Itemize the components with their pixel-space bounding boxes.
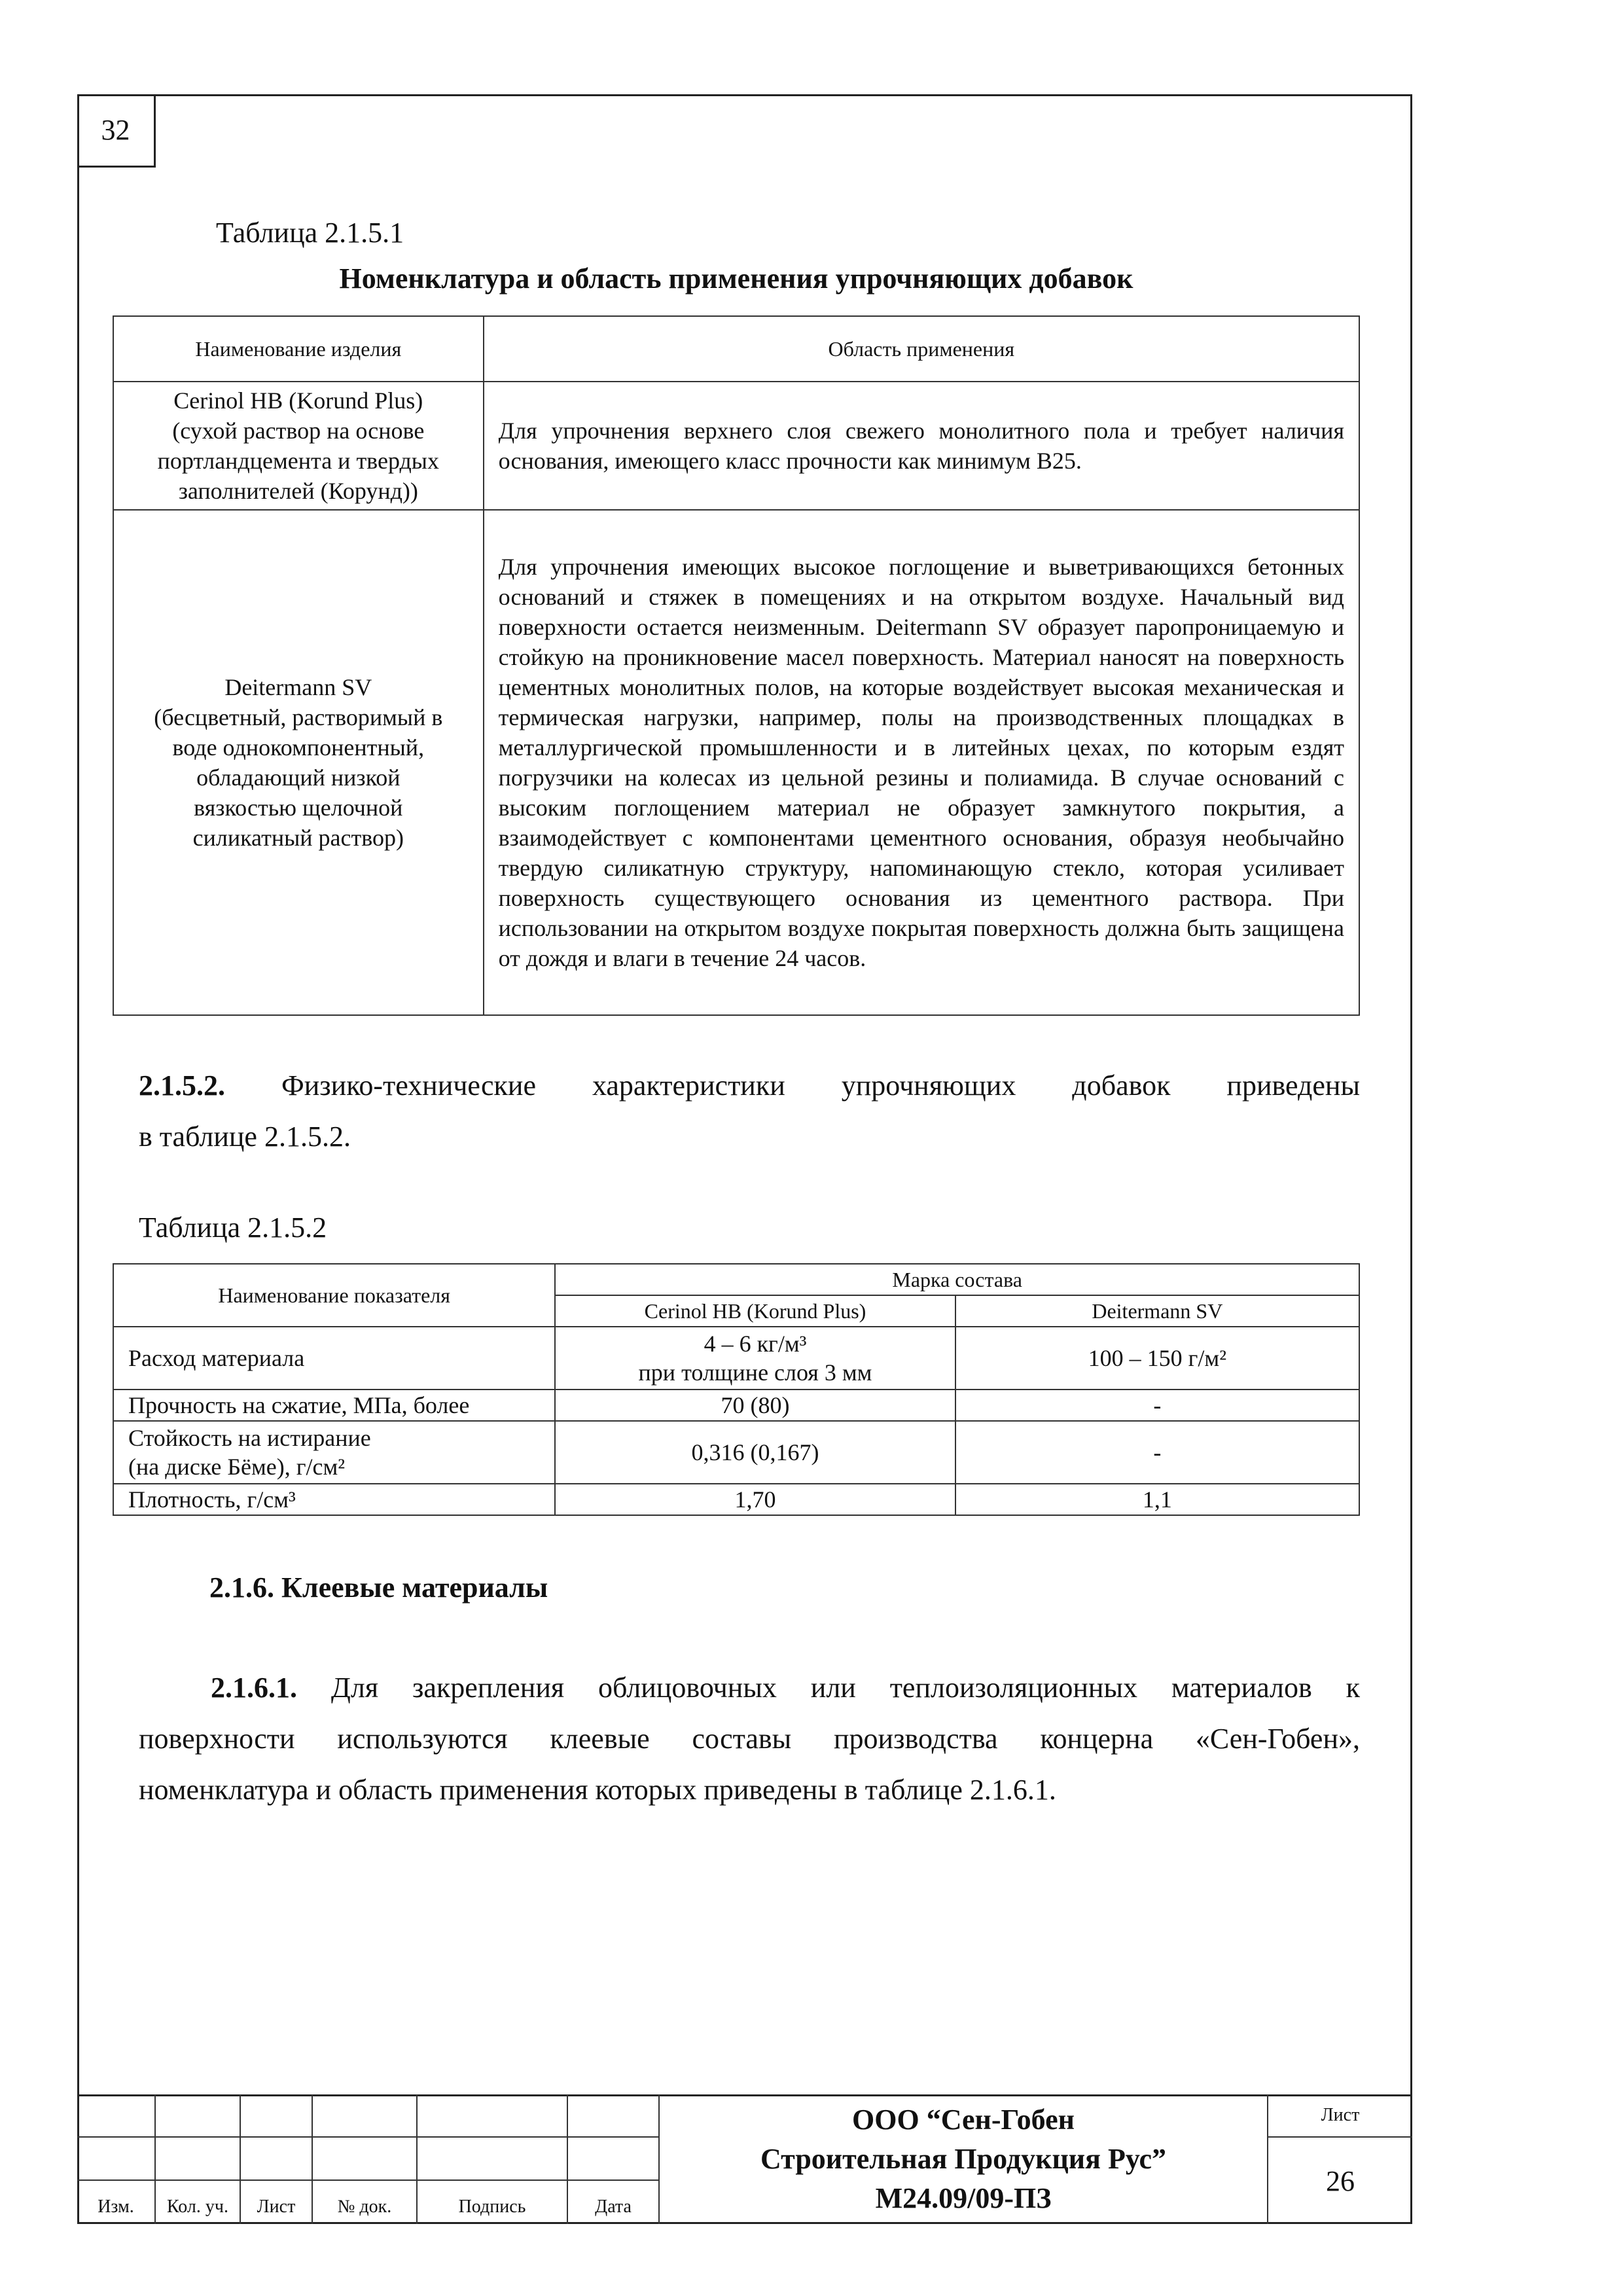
value-col2: - bbox=[955, 1390, 1359, 1421]
table1-product-name bbox=[113, 382, 484, 510]
paragraph-2-1-6-1-line2: поверхности используются клеевые составы производства концерна «Сен-Гобен», bbox=[139, 1723, 1360, 1755]
table2-header-indicator: Наименование показателя bbox=[113, 1264, 555, 1327]
table2-header-col2: Deitermann SV bbox=[955, 1295, 1359, 1327]
stamp-cell bbox=[156, 2138, 241, 2181]
stamp-cell bbox=[568, 2138, 660, 2181]
name-line: вязкостью щелочной bbox=[194, 795, 403, 821]
indicator-name: Плотность, г/см³ bbox=[113, 1484, 555, 1515]
page-number: 32 bbox=[77, 94, 156, 168]
table2-caption: Таблица 2.1.5.2 bbox=[139, 1211, 327, 1244]
name-line: заполнителей (Корунд)) bbox=[178, 478, 418, 504]
name-line: (на диске Бёме), г/см² bbox=[128, 1454, 346, 1480]
stamp-label-sheet: Лист bbox=[241, 2181, 313, 2224]
value-line: при толщине слоя 3 мм bbox=[638, 1359, 872, 1386]
name-line: обладающий низкой bbox=[196, 764, 401, 791]
section-heading-2-1-6: 2.1.6. Клеевые материалы bbox=[209, 1571, 548, 1604]
name-line: Deitermann SV bbox=[224, 674, 372, 700]
value-col1: 1,70 bbox=[555, 1484, 955, 1515]
name-line: Стойкость на истирание bbox=[128, 1425, 371, 1451]
indicator-name: Прочность на сжатие, МПа, более bbox=[113, 1390, 555, 1421]
name-line: силикатный раствор) bbox=[192, 825, 404, 851]
org-name-line: Строительная Продукция Рус” bbox=[760, 2143, 1167, 2175]
document-code: М24.09/09-ПЗ bbox=[875, 2182, 1052, 2214]
indicator-name bbox=[113, 1421, 555, 1484]
table1-header-name: Наименование изделия bbox=[113, 316, 484, 382]
stamp-cell bbox=[156, 2094, 241, 2138]
paragraph-2-1-6-1-line3: номенклатура и область применения которых приведены в таблице 2.1.6.1. bbox=[139, 1774, 1056, 1806]
stamp-cell bbox=[313, 2094, 418, 2138]
paragraph-2-1-5-2-cont: в таблице 2.1.5.2. bbox=[139, 1121, 351, 1153]
stamp-sheet-label: Лист bbox=[1268, 2094, 1412, 2138]
table1-product-scope: Для упрочнения верхнего слоя свежего монолитного пола и требует наличия основания, имеющего класс прочности как минимум В25. bbox=[484, 382, 1359, 510]
stamp-cell bbox=[241, 2138, 313, 2181]
table-row bbox=[113, 1484, 1359, 1515]
stamp-cell bbox=[568, 2094, 660, 2138]
paragraph-text: Для закрепления облицовочных или теплоизоляционных материалов к bbox=[330, 1672, 1361, 1704]
stamp-label-date: Дата bbox=[568, 2181, 660, 2224]
value-col1 bbox=[555, 1327, 955, 1390]
paragraph-2-1-6-1 bbox=[139, 1662, 1360, 1713]
value-col2: 1,1 bbox=[955, 1484, 1359, 1515]
stamp-cell bbox=[241, 2094, 313, 2138]
value-col2: - bbox=[955, 1421, 1359, 1484]
table-row bbox=[113, 510, 1359, 1015]
table-row bbox=[113, 1421, 1359, 1484]
table1-header-scope: Область применения bbox=[484, 316, 1359, 382]
name-line: (бесцветный, растворимый в bbox=[154, 704, 443, 730]
paragraph-2-1-5-2 bbox=[139, 1060, 1360, 1111]
stamp-cell bbox=[77, 2138, 156, 2181]
name-line: (сухой раствор на основе bbox=[172, 418, 425, 444]
value-col2: 100 – 150 г/м² bbox=[955, 1327, 1359, 1390]
title-block bbox=[77, 2094, 1412, 2224]
name-line: воде однокомпонентный, bbox=[172, 734, 425, 761]
paragraph-number: 2.1.5.2. bbox=[139, 1069, 225, 1102]
table-row bbox=[113, 1390, 1359, 1421]
stamp-cell bbox=[77, 2094, 156, 2138]
stamp-cell bbox=[418, 2138, 568, 2181]
stamp-cell bbox=[418, 2094, 568, 2138]
table2-header-brand: Марка состава bbox=[555, 1264, 1359, 1295]
value-col1: 70 (80) bbox=[555, 1390, 955, 1421]
stamp-label-signature: Подпись bbox=[418, 2181, 568, 2224]
stamp-sheet-number: 26 bbox=[1326, 2164, 1355, 2197]
value-col1: 0,316 (0,167) bbox=[555, 1421, 955, 1484]
value-line: 4 – 6 кг/м³ bbox=[704, 1331, 807, 1357]
paragraph-number: 2.1.6.1. bbox=[211, 1672, 297, 1704]
stamp-label-count: Кол. уч. bbox=[156, 2181, 241, 2224]
table-row bbox=[113, 382, 1359, 510]
table2-header-col1: Cerinol HB (Korund Plus) bbox=[555, 1295, 955, 1327]
name-line: Cerinol HB (Korund Plus) bbox=[173, 387, 423, 414]
name-line: портландцемента и твердых bbox=[157, 448, 439, 474]
stamp-org-block bbox=[660, 2094, 1268, 2224]
table1-product-name bbox=[113, 510, 484, 1015]
stamp-cell bbox=[313, 2138, 418, 2181]
table1-product-scope: Для упрочнения имеющих высокое поглощение и выветривающихся бетонных оснований и стяжек в помещениях и на открытом воздухе. Начальный вид поверхности остается неизменным. Deitermann SV образует паропроницаемую и стойкую на проникновение масел поверхность. Материал наносят на поверхность цементных монолитных полов, на которые воздействует высокая механическая и термическая нагрузки, например, полы на производственных площадках в металлургической промышленности и в литейных цехах, по которым ездят погрузчики на колесах из цельной резины и полиамида. В случае оснований с высоким поглощением материал не образует замкнутого покрытия, а взаимодействует с компонентами цементного основания, образуя необычайно твердую силикатную структуру, напоминающую стекло, которая усиливает поверхность существующего основания из цементного раствора. При использовании на открытом воздухе покрытая поверхность должна быть защищена от дождя и влаги в течение 24 часов. bbox=[484, 510, 1359, 1015]
stamp-label-change: Изм. bbox=[77, 2181, 156, 2224]
paragraph-text: Физико-технические характеристики упрочняющих добавок приведены bbox=[281, 1069, 1361, 1102]
indicator-name: Расход материала bbox=[113, 1327, 555, 1390]
table1-title: Номенклатура и область применения упрочняющих добавок bbox=[339, 262, 1133, 295]
table-row bbox=[113, 1327, 1359, 1390]
org-name-line: ООО “Сен-Гобен bbox=[852, 2104, 1075, 2136]
table1-caption: Таблица 2.1.5.1 bbox=[216, 217, 404, 249]
stamp-label-doc: № док. bbox=[313, 2181, 418, 2224]
table1 bbox=[113, 315, 1360, 1016]
table2 bbox=[113, 1263, 1360, 1516]
